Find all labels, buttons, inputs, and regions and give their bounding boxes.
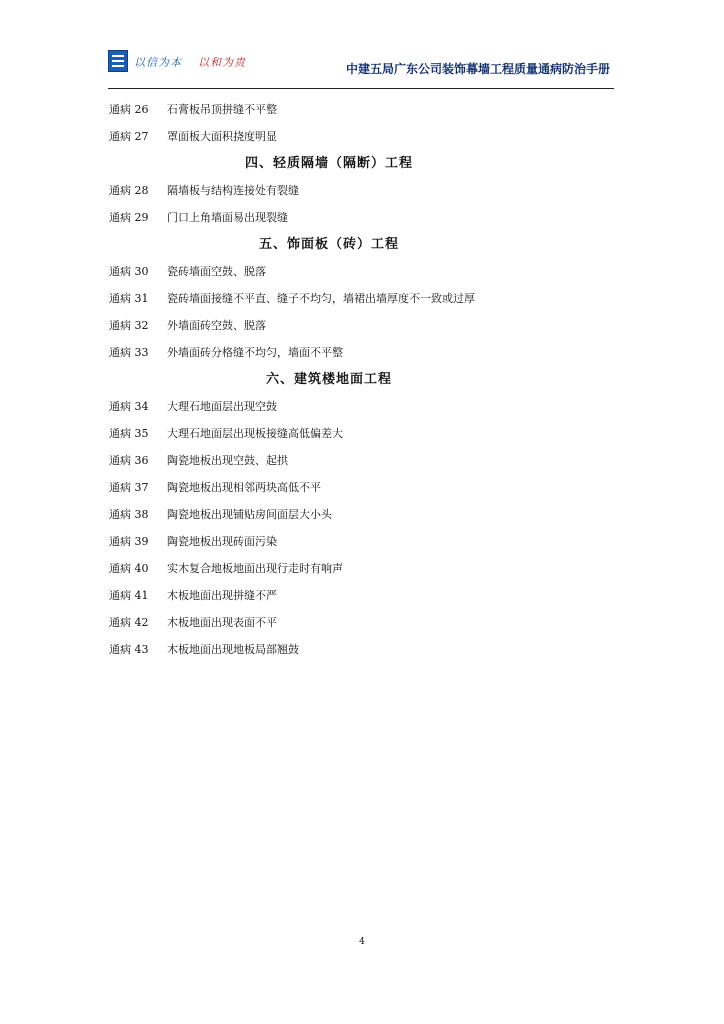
section-heading: 四、轻质隔墙（隔断）工程 [244, 156, 413, 171]
company-logo-icon [108, 50, 128, 72]
defect-description: 陶瓷地板出现相邻两块高低不平 [167, 481, 321, 494]
defect-code: 通病 31 [109, 292, 149, 305]
defect-code: 通病 33 [109, 346, 149, 359]
list-item [109, 177, 609, 204]
defect-description: 大理石地面层出现空鼓 [167, 400, 277, 413]
slogan-right: 以和为贵 [198, 56, 246, 69]
defect-description: 瓷砖墙面接缝不平直、缝子不均匀，墙裙出墙厚度不一致或过厚 [167, 292, 475, 305]
defect-code: 通病 37 [109, 481, 149, 494]
defect-description: 陶瓷地板出现铺贴房间面层大小头 [167, 508, 332, 521]
defect-code: 通病 27 [109, 130, 149, 143]
section-heading: 五、饰面板（砖）工程 [258, 237, 399, 252]
defect-description: 木板地面出现拼缝不严 [167, 589, 277, 602]
defect-description: 大理石地面层出现板接缝高低偏差大 [167, 427, 343, 440]
defect-description: 瓷砖墙面空鼓、脱落 [167, 265, 266, 278]
list-item [109, 582, 609, 609]
list-item [109, 285, 609, 312]
header-divider [108, 88, 614, 89]
list-item [109, 339, 609, 366]
defect-description: 外墙面砖分格缝不均匀，墙面不平整 [167, 346, 343, 359]
list-item [109, 447, 609, 474]
defect-code: 通病 36 [109, 454, 149, 467]
list-item [109, 96, 609, 123]
defect-code: 通病 38 [109, 508, 149, 521]
defect-description: 木板地面出现表面不平 [167, 616, 277, 629]
defect-code: 通病 35 [109, 427, 149, 440]
defect-description: 罩面板大面积挠度明显 [167, 130, 277, 143]
defect-description: 实木复合地板地面出现行走时有响声 [167, 562, 343, 575]
defect-description: 隔墙板与结构连接处有裂缝 [167, 184, 299, 197]
list-item [109, 474, 609, 501]
list-item [109, 555, 609, 582]
defect-code: 通病 28 [109, 184, 149, 197]
defect-description: 门口上角墙面易出现裂缝 [167, 211, 288, 224]
list-item [109, 528, 609, 555]
defect-description: 陶瓷地板出现砖面污染 [167, 535, 277, 548]
list-item [109, 258, 609, 285]
defect-code: 通病 42 [109, 616, 149, 629]
list-item [109, 609, 609, 636]
defect-code: 通病 34 [109, 400, 149, 413]
defect-code: 通病 41 [109, 589, 149, 602]
defect-description: 木板地面出现地板局部翘鼓 [167, 643, 299, 656]
defect-code: 通病 40 [109, 562, 149, 575]
defect-description: 外墙面砖空鼓、脱落 [167, 319, 266, 332]
page-number: 4 [359, 937, 365, 947]
list-item [109, 636, 609, 663]
defect-description: 石膏板吊顶拼缝不平整 [167, 103, 277, 116]
page-header [108, 46, 614, 90]
document-title: 中建五局广东公司装饰幕墙工程质量通病防治手册 [345, 62, 610, 76]
defect-code: 通病 29 [109, 211, 149, 224]
list-item [109, 312, 609, 339]
list-item [109, 501, 609, 528]
list-item [109, 393, 609, 420]
defect-code: 通病 30 [109, 265, 149, 278]
list-item [109, 420, 609, 447]
defect-code: 通病 39 [109, 535, 149, 548]
slogan-left: 以信为本 [134, 56, 182, 69]
defect-list [109, 96, 609, 663]
defect-description: 陶瓷地板出现空鼓、起拱 [167, 454, 288, 467]
list-item [109, 204, 609, 231]
list-item [109, 123, 609, 150]
section-heading: 六、建筑楼地面工程 [265, 372, 392, 387]
defect-code: 通病 32 [109, 319, 149, 332]
defect-code: 通病 43 [109, 643, 149, 656]
defect-code: 通病 26 [109, 103, 149, 116]
